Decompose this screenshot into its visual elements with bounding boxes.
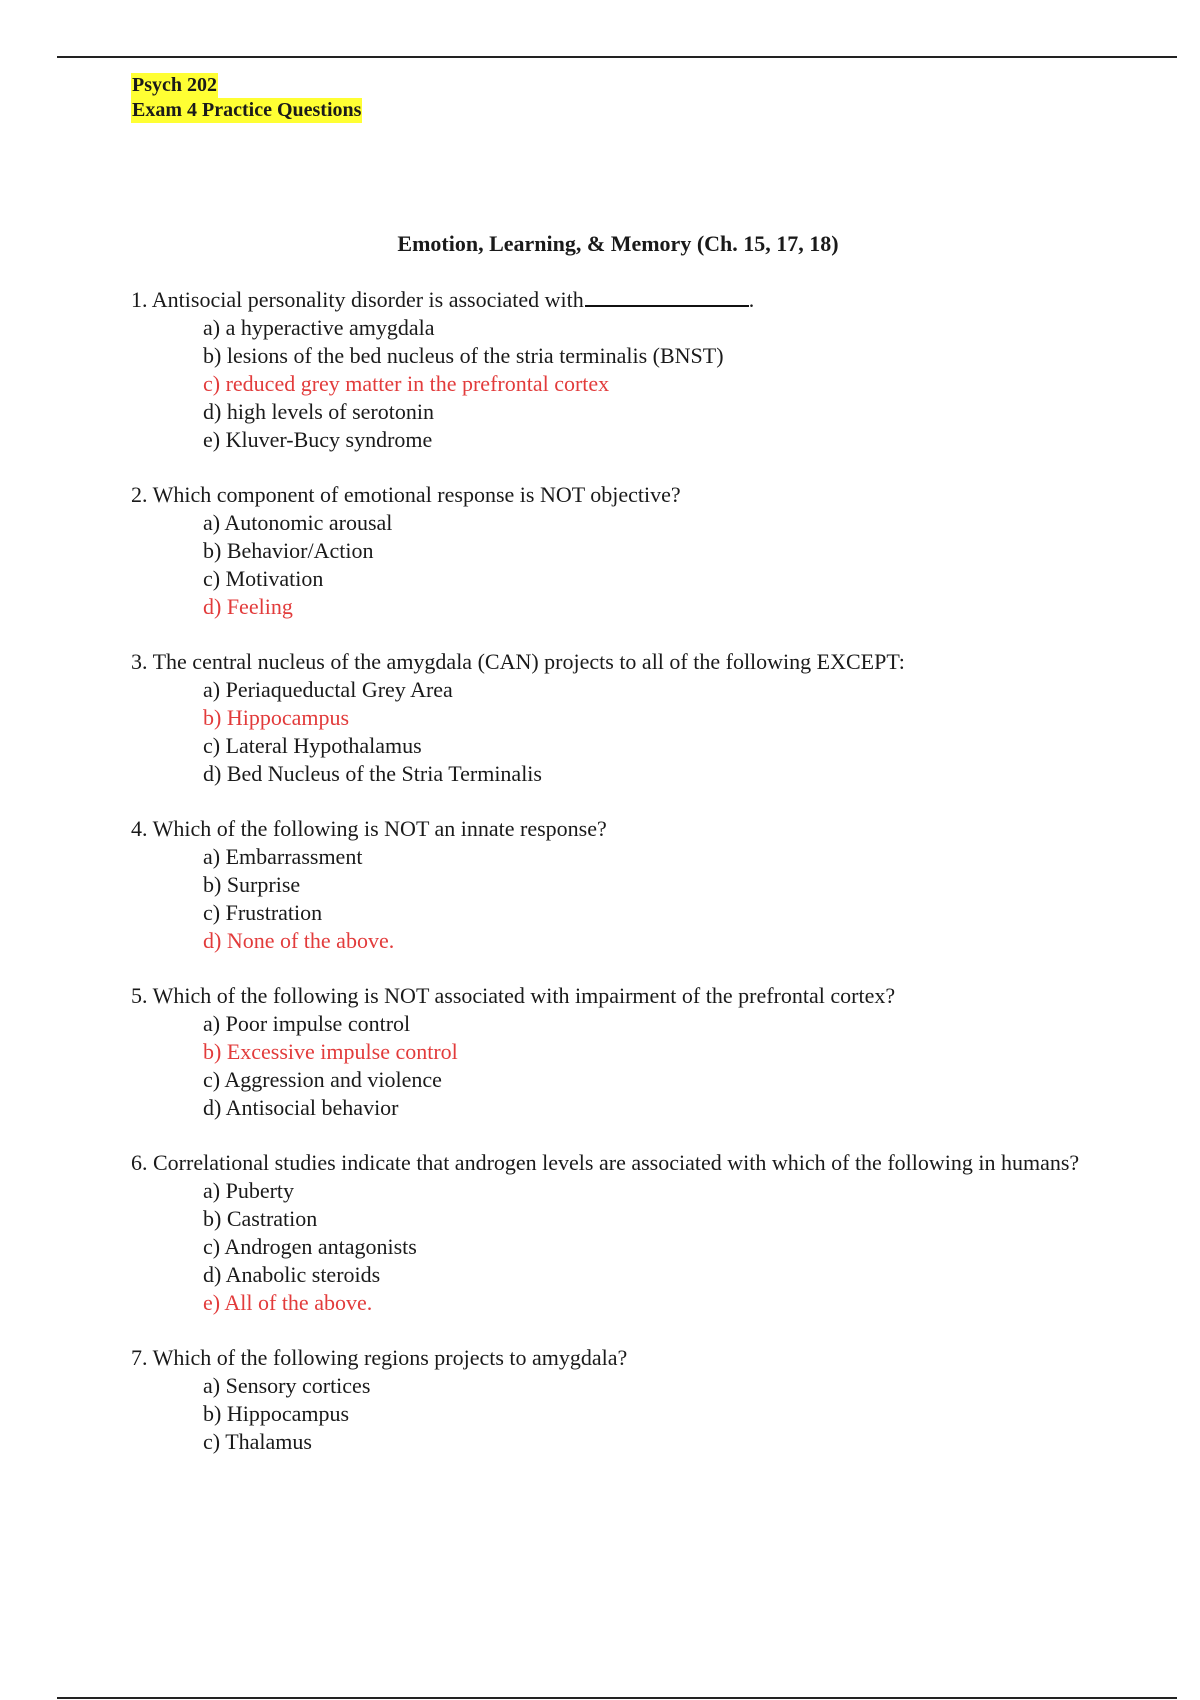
- answer-option: b) Hippocampus: [203, 1401, 350, 1426]
- top-rule: [57, 56, 1177, 58]
- question-item: [131, 481, 1081, 621]
- answer-option-correct: b) Hippocampus: [203, 705, 350, 730]
- answer-option: c) Motivation: [203, 566, 324, 591]
- answer-option: c) Androgen antagonists: [203, 1234, 417, 1259]
- fill-in-blank: [585, 287, 749, 307]
- answer-option: a) Autonomic arousal: [203, 510, 393, 535]
- answer-options: [131, 1372, 1081, 1456]
- answer-option: e) Kluver-Bucy syndrome: [203, 427, 433, 452]
- question-stem: [131, 286, 1081, 314]
- answer-option: b) Surprise: [203, 872, 301, 897]
- answer-options: [131, 314, 1081, 454]
- answer-option: c) Lateral Hypothalamus: [203, 733, 422, 758]
- answer-option: d) Anabolic steroids: [203, 1262, 381, 1287]
- question-stem-text: 4. Which of the following is NOT an innate response?: [131, 816, 607, 841]
- question-stem-text: 7. Which of the following regions projects to amygdala?: [131, 1345, 628, 1370]
- answer-options: [131, 1177, 1081, 1317]
- answer-option: a) Embarrassment: [203, 844, 363, 869]
- question-item: [131, 1344, 1081, 1456]
- question-item: [131, 286, 1081, 454]
- question-item: [131, 815, 1081, 955]
- answer-option-correct: d) None of the above.: [203, 928, 395, 953]
- answer-option: d) Bed Nucleus of the Stria Terminalis: [203, 761, 542, 786]
- answer-option: d) high levels of serotonin: [203, 399, 434, 424]
- question-stem: [131, 982, 1081, 1010]
- course-title: Psych 202: [132, 74, 217, 96]
- answer-option-correct: c) reduced grey matter in the prefrontal cortex: [203, 371, 610, 396]
- question-stem-text: 1. Antisocial personality disorder is associated with: [131, 287, 584, 312]
- question-stem: [131, 1149, 1081, 1177]
- answer-option-correct: e) All of the above.: [203, 1290, 373, 1315]
- document-header: [131, 73, 362, 123]
- answer-option: a) Poor impulse control: [203, 1011, 411, 1036]
- answer-options: [131, 843, 1081, 955]
- answer-option-correct: d) Feeling: [203, 594, 293, 619]
- answer-option: c) Thalamus: [203, 1429, 312, 1454]
- question-stem-text: 3. The central nucleus of the amygdala (CAN) projects to all of the following EXCEPT:: [131, 649, 905, 674]
- question-stem-text: 2. Which component of emotional response is NOT objective?: [131, 482, 681, 507]
- question-stem-suffix: .: [748, 287, 755, 312]
- answer-option: a) Sensory cortices: [203, 1373, 371, 1398]
- answer-option: b) lesions of the bed nucleus of the stria terminalis (BNST): [203, 343, 724, 368]
- answer-option-correct: b) Excessive impulse control: [203, 1039, 458, 1064]
- question-list: [131, 286, 1081, 1483]
- answer-options: [131, 509, 1081, 621]
- question-item: [131, 982, 1081, 1122]
- answer-option: d) Antisocial behavior: [203, 1095, 399, 1120]
- answer-option: a) Puberty: [203, 1178, 295, 1203]
- answer-option: b) Castration: [203, 1206, 318, 1231]
- question-stem-text: 6. Correlational studies indicate that androgen levels are associated with which of the following in humans?: [131, 1150, 1080, 1175]
- answer-option: c) Aggression and violence: [203, 1067, 442, 1092]
- question-stem: [131, 1344, 1081, 1372]
- answer-option: a) a hyperactive amygdala: [203, 315, 435, 340]
- question-stem: [131, 815, 1081, 843]
- answer-option: b) Behavior/Action: [203, 538, 374, 563]
- section-title: Emotion, Learning, & Memory (Ch. 15, 17, 18): [397, 231, 839, 256]
- answer-option: a) Periaqueductal Grey Area: [203, 677, 453, 702]
- question-stem: [131, 481, 1081, 509]
- answer-options: [131, 1010, 1081, 1122]
- question-stem-text: 5. Which of the following is NOT associated with impairment of the prefrontal cortex?: [131, 983, 896, 1008]
- question-item: [131, 1149, 1081, 1317]
- exam-subtitle: Exam 4 Practice Questions: [132, 99, 362, 121]
- answer-option: c) Frustration: [203, 900, 323, 925]
- question-stem: [131, 648, 1081, 676]
- bottom-rule: [57, 1697, 1177, 1699]
- question-item: [131, 648, 1081, 788]
- answer-options: [131, 676, 1081, 788]
